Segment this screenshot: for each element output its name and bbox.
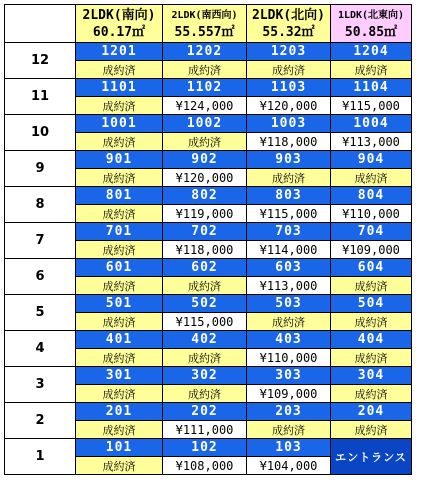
column-header-3: [246, 4, 331, 43]
contracted-status: 成約済: [162, 132, 247, 151]
unit-type-label: 2LDK(南西向): [171, 9, 238, 21]
rent-price: ¥109,000: [330, 240, 412, 259]
room-number: 204: [330, 402, 412, 421]
contracted-status: 成約済: [75, 132, 163, 151]
room-number: 1202: [162, 42, 247, 61]
floor-availability-table: [4, 4, 424, 482]
floor-label: 6: [4, 258, 76, 295]
room-number: 103: [246, 438, 331, 457]
contracted-status: 成約済: [162, 60, 247, 79]
room-number: 1204: [330, 42, 412, 61]
floor-label: 3: [4, 366, 76, 403]
room-number: 1104: [330, 78, 412, 97]
contracted-status: 成約済: [246, 60, 331, 79]
rent-price: ¥113,000: [246, 276, 331, 295]
rent-price: ¥115,000: [330, 96, 412, 115]
rent-price: ¥124,000: [162, 96, 247, 115]
contracted-status: 成約済: [162, 384, 247, 403]
room-number: 1101: [75, 78, 163, 97]
contracted-status: 成約済: [330, 420, 412, 439]
unit-area-label: 55.32㎡: [262, 24, 315, 40]
contracted-status: 成約済: [75, 240, 163, 259]
contracted-status: 成約済: [75, 420, 163, 439]
room-number: 1201: [75, 42, 163, 61]
unit-type-label: 1LDK(北東向): [337, 9, 405, 21]
room-number: 802: [162, 186, 247, 205]
floor-label: 5: [4, 294, 76, 331]
floor-label: 11: [4, 78, 76, 115]
floor-label: 7: [4, 222, 76, 259]
contracted-status: 成約済: [246, 312, 331, 331]
rent-price: ¥113,000: [330, 132, 412, 151]
room-number: 603: [246, 258, 331, 277]
room-number: 904: [330, 150, 412, 169]
floor-label: 1: [4, 438, 76, 475]
rent-price: ¥111,000: [162, 420, 247, 439]
room-number: 402: [162, 330, 247, 349]
column-header-1: [75, 4, 163, 43]
room-number: 401: [75, 330, 163, 349]
rent-price: ¥120,000: [162, 168, 247, 187]
contracted-status: 成約済: [75, 168, 163, 187]
contracted-status: 成約済: [330, 384, 412, 403]
floor-label: 10: [4, 114, 76, 151]
room-number: 1004: [330, 114, 412, 133]
room-number: 804: [330, 186, 412, 205]
contracted-status: 成約済: [330, 348, 412, 367]
contracted-status: 成約済: [246, 168, 331, 187]
room-number: 301: [75, 366, 163, 385]
contracted-status: 成約済: [75, 60, 163, 79]
room-number: 403: [246, 330, 331, 349]
room-number: 903: [246, 150, 331, 169]
table-corner: [4, 4, 76, 43]
unit-area-label: 60.17㎡: [92, 24, 146, 40]
rent-price: ¥104,000: [246, 456, 331, 475]
contracted-status: 成約済: [75, 384, 163, 403]
unit-area-label: 55.557㎡: [174, 24, 235, 40]
room-number: 304: [330, 366, 412, 385]
rent-price: ¥109,000: [246, 384, 331, 403]
room-number: 404: [330, 330, 412, 349]
rent-price: ¥118,000: [162, 240, 247, 259]
rent-price: ¥120,000: [246, 96, 331, 115]
floor-label: 9: [4, 150, 76, 187]
room-number: 202: [162, 402, 247, 421]
contracted-status: 成約済: [162, 348, 247, 367]
rent-price: ¥115,000: [162, 312, 247, 331]
room-number: 704: [330, 222, 412, 241]
room-number: 1102: [162, 78, 247, 97]
column-header-2: [162, 4, 247, 43]
room-number: 1001: [75, 114, 163, 133]
entrance-cell: エントランス: [330, 438, 412, 475]
rent-price: ¥115,000: [246, 204, 331, 223]
room-number: 502: [162, 294, 247, 313]
room-number: 803: [246, 186, 331, 205]
room-number: 302: [162, 366, 247, 385]
room-number: 901: [75, 150, 163, 169]
room-number: 201: [75, 402, 163, 421]
contracted-status: 成約済: [246, 420, 331, 439]
contracted-status: 成約済: [330, 60, 412, 79]
rent-price: ¥108,000: [162, 456, 247, 475]
unit-type-label: 2LDK(北向): [252, 7, 325, 23]
contracted-status: 成約済: [75, 348, 163, 367]
floor-label: 12: [4, 42, 76, 79]
room-number: 801: [75, 186, 163, 205]
rent-price: ¥118,000: [246, 132, 331, 151]
unit-type-label: 2LDK(南向): [82, 7, 156, 23]
room-number: 203: [246, 402, 331, 421]
room-number: 303: [246, 366, 331, 385]
room-number: 1003: [246, 114, 331, 133]
contracted-status: 成約済: [75, 276, 163, 295]
rent-price: ¥119,000: [162, 204, 247, 223]
room-number: 504: [330, 294, 412, 313]
room-number: 701: [75, 222, 163, 241]
room-number: 1002: [162, 114, 247, 133]
unit-area-label: 50.85㎡: [344, 24, 398, 40]
room-number: 702: [162, 222, 247, 241]
room-number: 1203: [246, 42, 331, 61]
room-number: 604: [330, 258, 412, 277]
contracted-status: 成約済: [330, 276, 412, 295]
rent-price: ¥114,000: [246, 240, 331, 259]
contracted-status: 成約済: [75, 312, 163, 331]
contracted-status: 成約済: [75, 204, 163, 223]
contracted-status: 成約済: [330, 312, 412, 331]
room-number: 503: [246, 294, 331, 313]
room-number: 501: [75, 294, 163, 313]
contracted-status: 成約済: [330, 168, 412, 187]
room-number: 601: [75, 258, 163, 277]
floor-label: 4: [4, 330, 76, 367]
room-number: 602: [162, 258, 247, 277]
contracted-status: 成約済: [75, 456, 163, 475]
contracted-status: 成約済: [75, 96, 163, 115]
room-number: 101: [75, 438, 163, 457]
room-number: 703: [246, 222, 331, 241]
rent-price: ¥110,000: [330, 204, 412, 223]
column-header-4: [330, 4, 412, 43]
room-number: 902: [162, 150, 247, 169]
room-number: 1103: [246, 78, 331, 97]
floor-label: 2: [4, 402, 76, 439]
contracted-status: 成約済: [162, 276, 247, 295]
rent-price: ¥110,000: [246, 348, 331, 367]
floor-label: 8: [4, 186, 76, 223]
room-number: 102: [162, 438, 247, 457]
